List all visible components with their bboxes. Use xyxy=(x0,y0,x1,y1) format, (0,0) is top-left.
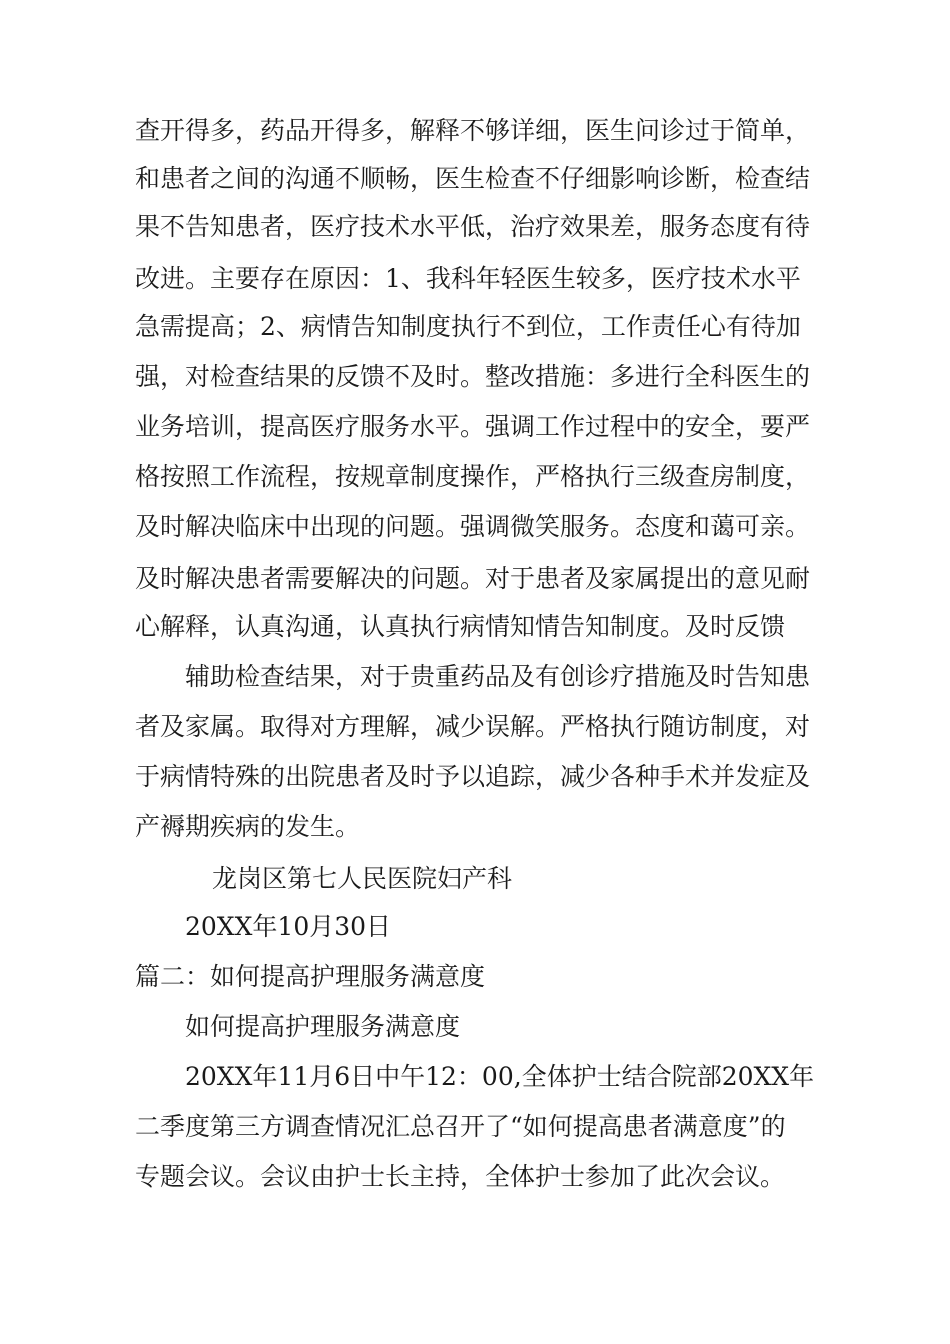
text-line: 20XX年11月6日中午12：00,全体护士结合院部20XX年 xyxy=(185,1062,815,1091)
section-heading: 篇二：如何提高护理服务满意度 xyxy=(135,962,486,991)
text-line: 二季度第三方调查情况汇总召开了“如何提高患者满意度”的 xyxy=(135,1112,786,1141)
text-line: 果不告知患者，医疗技术水平低，治疗效果差，服务态度有待 xyxy=(135,212,811,241)
text-line: 及时解决患者需要解决的问题。对于患者及家属提出的意见耐 xyxy=(135,564,811,593)
section-title: 如何提高护理服务满意度 xyxy=(185,1012,461,1041)
text-line: 格按照工作流程，按规章制度操作，严格执行三级查房制度， xyxy=(135,462,811,491)
text-line: 业务培训，提高医疗服务水平。强调工作过程中的安全，要严 xyxy=(135,412,811,441)
text-line: 心解释，认真沟通，认真执行病情知情告知制度。及时反馈 xyxy=(135,612,786,641)
text-line: 和患者之间的沟通不顺畅，医生检查不仔细影响诊断，检查结 xyxy=(135,164,811,193)
text-line: 强，对检查结果的反馈不及时。整改措施：多进行全科医生的 xyxy=(135,362,811,391)
text-line: 产褥期疾病的发生。 xyxy=(135,812,361,841)
signature-department: 龙岗区第七人民医院妇产科 xyxy=(212,864,513,893)
text-line: 及时解决临床中出现的问题。强调微笑服务。态度和蔼可亲。 xyxy=(135,512,811,541)
signature-date: 20XX年10月30日 xyxy=(185,912,392,941)
text-line: 于病情特殊的出院患者及时予以追踪，减少各种手术并发症及 xyxy=(135,762,811,791)
text-line: 辅助检查结果，对于贵重药品及有创诊疗措施及时告知患 xyxy=(185,662,811,691)
text-line: 急需提高；2、病情告知制度执行不到位，工作责任心有待加 xyxy=(135,312,801,341)
text-line: 者及家属。取得对方理解，减少误解。严格执行随访制度，对 xyxy=(135,712,811,741)
text-line: 查开得多，药品开得多，解释不够详细，医生问诊过于简单， xyxy=(135,116,811,145)
text-line: 专题会议。会议由护士长主持，全体护士参加了此次会议。 xyxy=(135,1162,786,1191)
text-line: 改进。主要存在原因：1、我科年轻医生较多，医疗技术水平 xyxy=(135,264,801,293)
